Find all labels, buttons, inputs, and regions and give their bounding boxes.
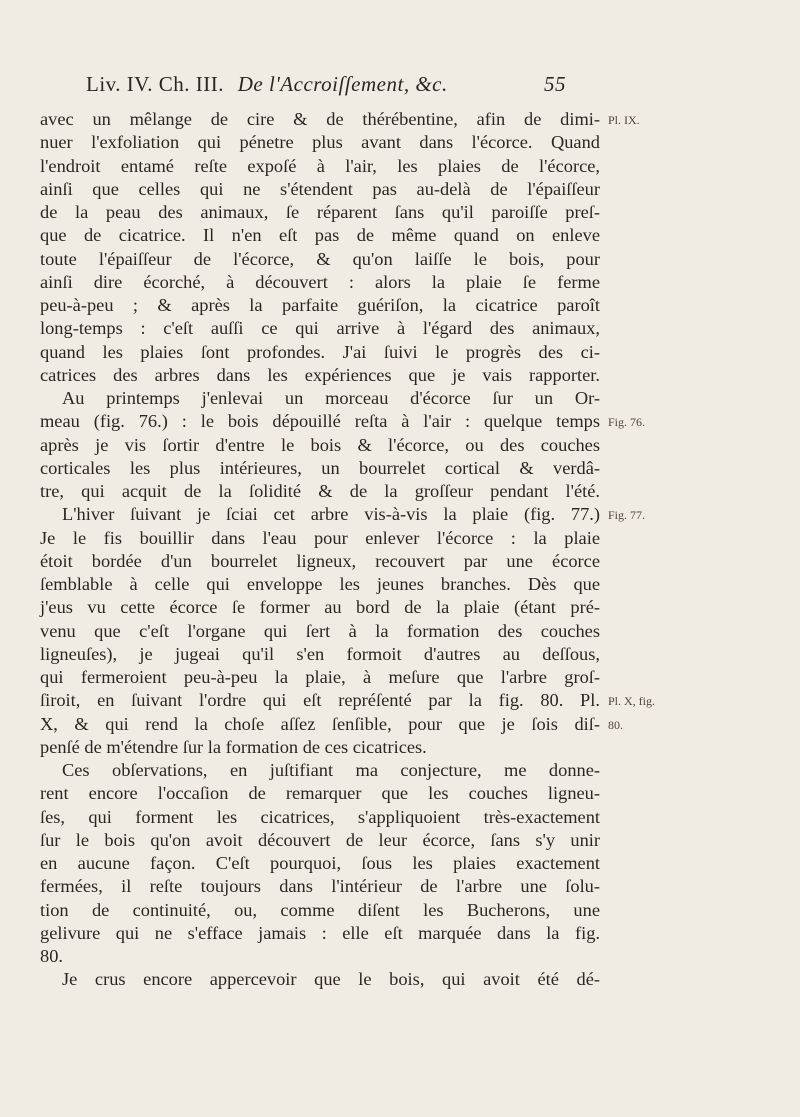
- text-line: après je vis ſortir d'entre le bois & l'écorce, ou des couches: [40, 434, 600, 455]
- text-line: ſes, qui forment les cicatrices, s'appliquoient très-exactement: [40, 806, 600, 827]
- text-line: tre, qui acquit de la ſolidité & de la groſſeur pendant l'été.: [40, 481, 600, 501]
- text-line: L'hiver ſuivant je ſciai cet arbre vis-à-vis la plaie (fig. 77.): [62, 504, 600, 525]
- text-line: peu-à-peu ; & après la parfaite guériſon, la cicatrice paroît: [40, 295, 600, 315]
- text-line: catrices des arbres dans les expériences que je vais rapporter.: [40, 364, 600, 385]
- text-line: de la peau des animaux, ſe réparent ſans qu'il paroiſſe preſ-: [40, 202, 600, 222]
- text-line: X, & qui rend la choſe aſſez ſenſible, pour que je ſois diſ-: [40, 713, 600, 734]
- text-line: ſemblable à celle qui enveloppe les jeunes branches. Dès que: [40, 574, 600, 594]
- text-line: ſur le bois qu'on avoit découvert de leur écorce, ſans s'y unir: [40, 829, 600, 850]
- text-line: venu que c'eſt l'organe qui ſert à la formation des couches: [40, 620, 600, 641]
- margin-note: Pl. IX.: [608, 113, 640, 127]
- page-number: 55: [544, 72, 566, 96]
- margin-note: Pl. X, fig.: [608, 694, 656, 709]
- text-line: toute l'épaiſſeur de l'écorce, & qu'on laiſſe le bois, pour: [40, 248, 600, 269]
- text-line: ainſi que celles qui ne s'étendent pas au-delà de l'épaiſſeur: [40, 178, 600, 199]
- text-line: Je le fis bouillir dans l'eau pour enlever l'écorce : la plaie: [40, 527, 600, 548]
- text-line: tion de continuité, ou, comme diſent les Bucherons, une: [40, 899, 600, 920]
- text-line: étoit bordée d'un bourrelet ligneux, recouvert par une écorce: [40, 550, 600, 571]
- chapter-title: De l'Accroiſſement, &c.: [237, 72, 448, 96]
- text-line: penſé de m'étendre ſur la formation de ces cicatrices.: [40, 736, 427, 757]
- margin-note: 80.: [608, 717, 623, 732]
- text-line: ainſi dire écorché, à découvert : alors la plaie ſe ferme: [40, 271, 600, 292]
- margin-note: Fig. 77.: [608, 508, 646, 523]
- text-line: corticales les plus intérieures, un bourrelet cortical & verdâ-: [40, 457, 600, 478]
- text-line: quand les plaies ſont profondes. J'ai ſuivi le progrès des ci-: [40, 341, 600, 362]
- text-line: l'endroit entamé reſte expoſé à l'air, les plaies de l'écorce,: [40, 155, 600, 176]
- text-line: rent encore l'occaſion de remarquer que les couches ligneu-: [40, 783, 600, 804]
- text-line: meau (fig. 76.) : le bois dépouillé reſta à l'air : quelque temps: [40, 411, 600, 432]
- text-line: en aucune façon. C'eſt pourquoi, ſous les plaies exactement: [40, 853, 600, 873]
- text-line: qui fermeroient peu-à-peu la plaie, à meſure que l'arbre groſ-: [40, 667, 600, 687]
- text-line: Je crus encore appercevoir que le bois, qui avoit été dé-: [62, 969, 600, 990]
- text-line: long-temps : c'eſt auſſi ce qui arrive à l'égard des animaux,: [40, 318, 600, 339]
- margin-note: Fig. 76.: [608, 415, 646, 430]
- text-line: 80.: [40, 946, 63, 966]
- text-line: nuer l'exfoliation qui pénetre plus avant dans l'écorce. Quand: [40, 132, 600, 153]
- page-header: [86, 72, 566, 97]
- text-line: Ces obſervations, en juſtifiant ma conjecture, me donne-: [62, 760, 600, 780]
- text-line: gelivure qui ne s'efface jamais : elle eſt marquée dans la fig.: [40, 922, 600, 943]
- body-text: [40, 108, 600, 992]
- text-line: ſiroit, en ſuivant l'ordre qui eſt repréſenté par la fig. 80. Pl.: [40, 690, 600, 711]
- text-line: Au printemps j'enlevai un morceau d'écorce ſur un Or-: [62, 388, 600, 408]
- text-line: fermées, il reſte toujours dans l'intérieur de l'arbre une ſolu-: [40, 876, 600, 897]
- text-line: ligneuſes), je jugeai qu'il s'en formoit d'autres au deſſous,: [40, 643, 600, 664]
- text-line: que de cicatrice. Il n'en eſt pas de même quand on enleve: [40, 225, 600, 246]
- text-line: j'eus vu cette écorce ſe former au bord de la plaie (étant pré-: [40, 597, 600, 618]
- text-line: avec un mêlange de cire & de thérébentine, afin de dimi-: [40, 109, 600, 129]
- running-head: Liv. IV. Ch. III.: [86, 72, 224, 96]
